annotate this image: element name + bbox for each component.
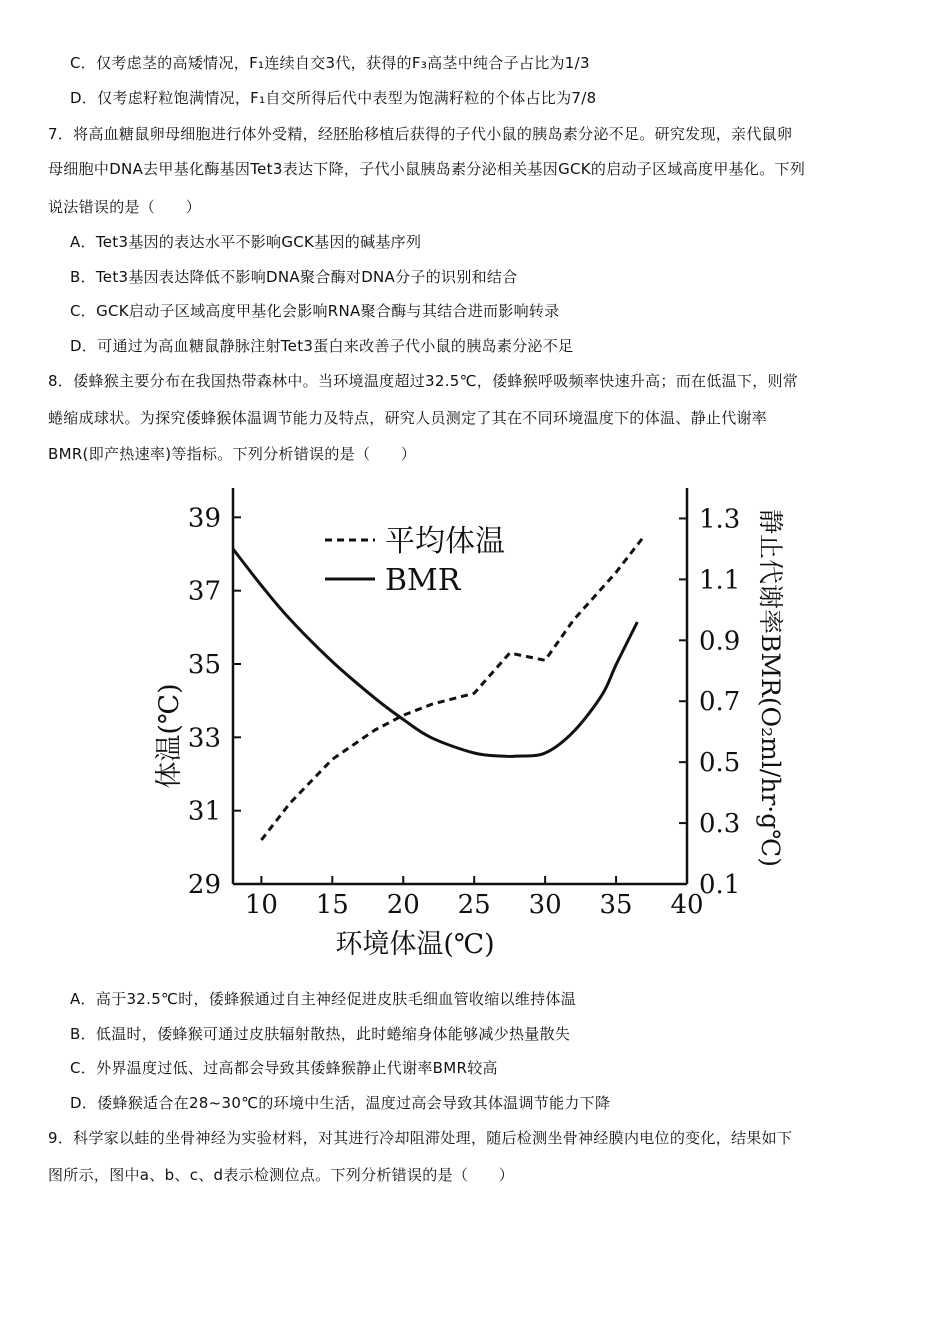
x-tick-label: 25 <box>457 890 491 920</box>
y2-tick-label: 0.9 <box>699 626 741 657</box>
y-tick-label: 35 <box>187 650 221 680</box>
q9-stem-line-2: 图所示，图中a、b、c、d表示检测位点。下列分析错误的是（ ） <box>48 1166 515 1184</box>
y2-tick-label: 1.3 <box>699 504 741 535</box>
q7-stem-line-2: 母细胞中DNA去甲基化酶基因Tet3表达下降，子代小鼠胰岛素分泌相关基因GCK的启动子区域高度甲基化。下列 <box>48 160 806 178</box>
y-tick-label: 33 <box>187 723 221 754</box>
x-axis-label: 环境体温(℃) <box>335 929 495 960</box>
y-tick-label: 29 <box>187 870 221 900</box>
y2-tick-label: 0.5 <box>699 748 741 779</box>
q8-stem-line-2: 蜷缩成球状。为探究倭蜂猴体温调节能力及特点，研究人员测定了其在不同环境温度下的体温、静止代谢率 <box>48 409 768 427</box>
x-tick-label: 40 <box>670 890 704 920</box>
y2-tick-label: 0.1 <box>699 870 741 900</box>
q7-stem-line-3: 说法错误的是（ ） <box>48 198 202 216</box>
prev-option-d: D．仅考虑籽粒饱满情况，F₁自交所得后代中表型为饱满籽粒的个体占比为7/8 <box>70 89 597 107</box>
x-tick-label: 20 <box>386 890 420 920</box>
x-tick-label: 35 <box>599 890 633 920</box>
q8-option-c: C．外界温度过低、过高都会导致其倭蜂猴静止代谢率BMR较高 <box>70 1059 498 1077</box>
y2-tick-label: 0.3 <box>699 809 741 840</box>
y-tick-label: 31 <box>187 796 221 827</box>
q7-option-d: D．可通过为高血糖鼠静脉注射Tet3蛋白来改善子代小鼠的胰岛素分泌不足 <box>70 337 574 355</box>
legend-label-bmr: BMR <box>385 563 461 598</box>
q8-option-d: D．倭蜂猴适合在28~30℃的环境中生活，温度过高会导致其体温调节能力下降 <box>70 1094 611 1112</box>
q7-option-c: C．GCK启动子区域高度甲基化会影响RNA聚合酶与其结合进而影响转录 <box>70 302 560 320</box>
y-tick-label: 37 <box>187 576 221 607</box>
x-tick-label: 10 <box>244 890 278 920</box>
legend-label-body-temp: 平均体温 <box>385 524 505 559</box>
y2-tick-label: 0.7 <box>699 687 741 718</box>
prev-option-c: C．仅考虑茎的高矮情况，F₁连续自交3代，获得的F₃高茎中纯合子占比为1/3 <box>70 54 590 72</box>
q8-option-a: A．高于32.5℃时，倭蜂猴通过自主神经促进皮肤毛细血管收缩以维持体温 <box>70 990 577 1008</box>
q7-option-b: B．Tet3基因表达降低不影响DNA聚合酶对DNA分子的识别和结合 <box>70 268 518 286</box>
y2-axis-label: 静止代谢率BMR(O₂ml/hr·g℃) <box>756 509 785 867</box>
y2-tick-label: 1.1 <box>699 565 741 596</box>
q7-stem-line-1: 7．将高血糖鼠卵母细胞进行体外受精，经胚胎移植后获得的子代小鼠的胰岛素分泌不足。研究发现，亲代鼠卵 <box>48 125 793 143</box>
y-axis-label: 体温(℃) <box>154 683 185 789</box>
temperature-bmr-chart <box>150 478 810 968</box>
q7-option-a: A．Tet3基因的表达水平不影响GCK基因的碱基序列 <box>70 233 422 251</box>
q9-stem-line-1: 9．科学家以蛙的坐骨神经为实验材料，对其进行冷却阻滞处理，随后检测坐骨神经膜内电位的变化，结果如下 <box>48 1129 793 1147</box>
x-tick-label: 15 <box>315 890 349 920</box>
q8-stem-line-1: 8．倭蜂猴主要分布在我国热带森林中。当环境温度超过32.5℃，倭蜂猴呼吸频率快速升高；而在低温下，则常 <box>48 372 799 390</box>
x-tick-label: 30 <box>528 890 562 920</box>
q8-stem-line-3: BMR(即产热速率)等指标。下列分析错误的是（ ） <box>48 445 417 463</box>
y-tick-label: 39 <box>187 503 221 534</box>
q8-option-b: B．低温时，倭蜂猴可通过皮肤辐射散热，此时蜷缩身体能够减少热量散失 <box>70 1025 571 1043</box>
